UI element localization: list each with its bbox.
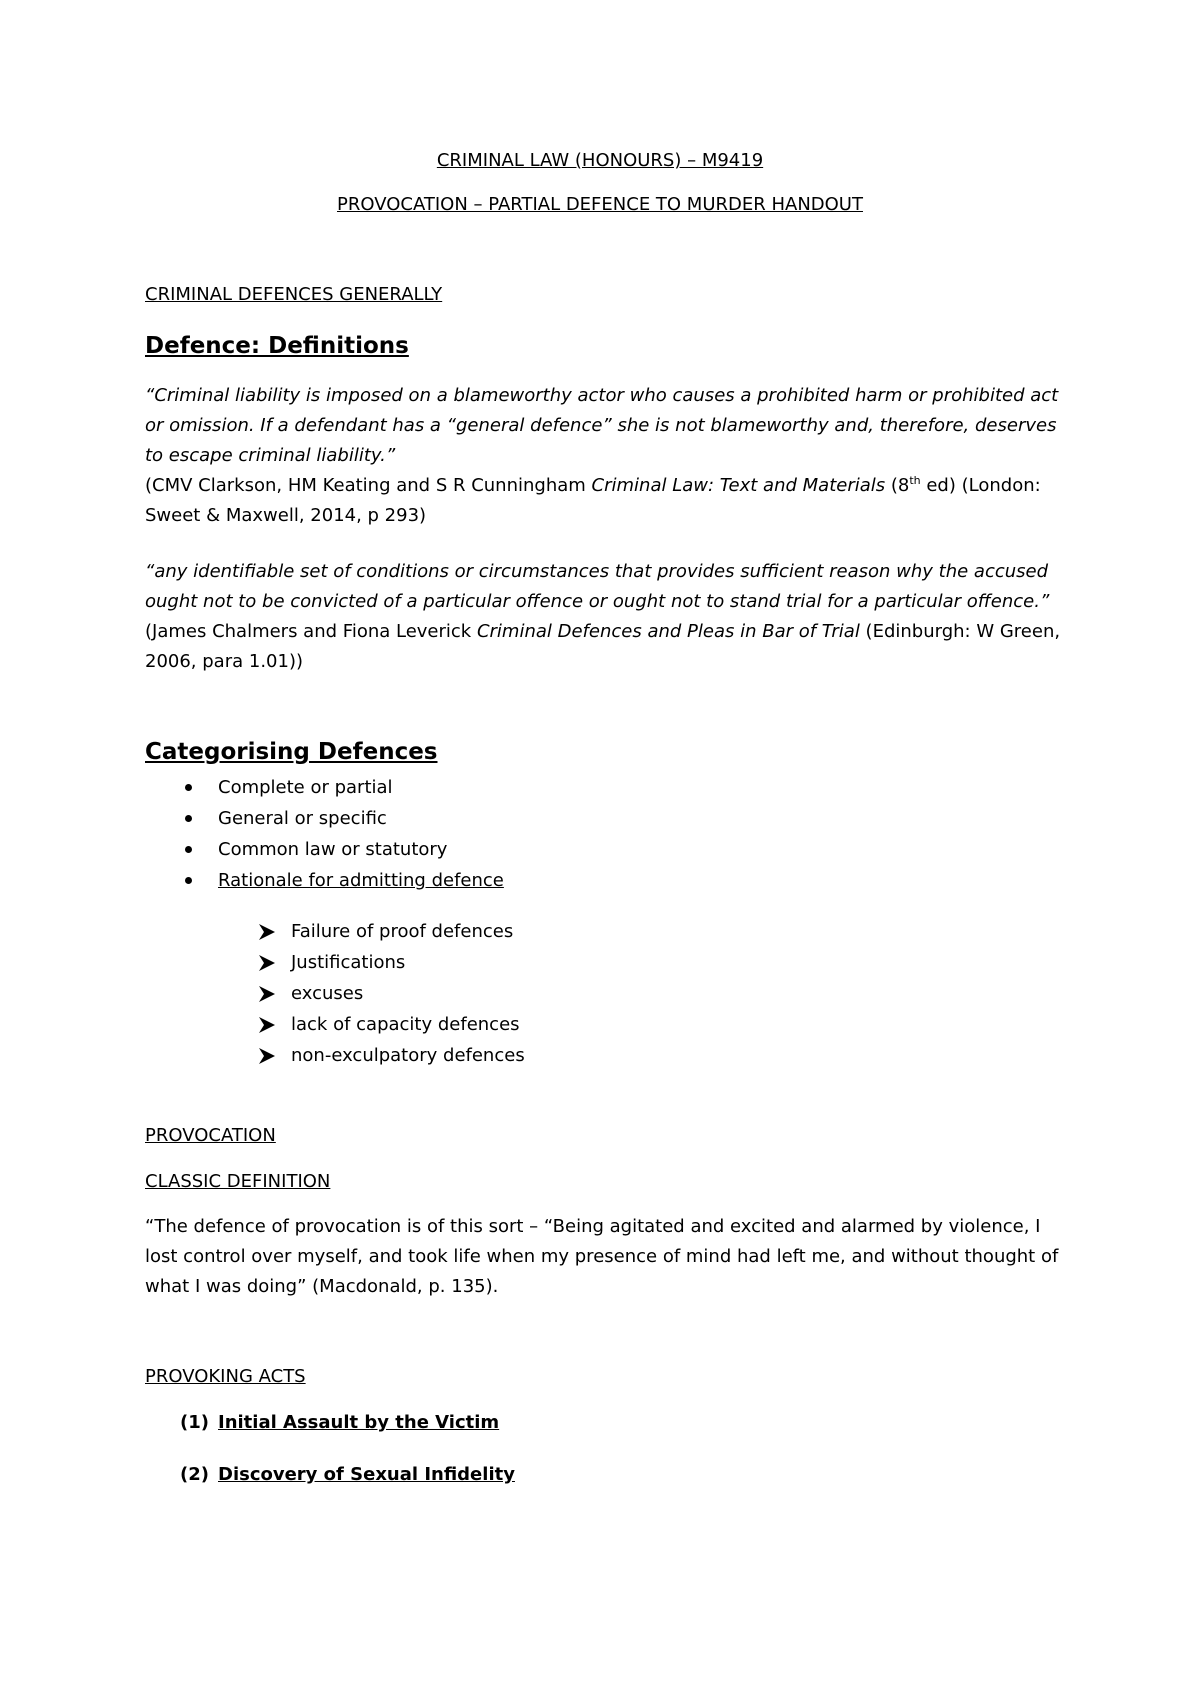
arrowhead-bullet-icon xyxy=(257,953,277,973)
list-item xyxy=(145,772,504,803)
citation-2-book-title: Criminal Defences and Pleas in Bar of Trial xyxy=(476,621,860,642)
item-number: (2) xyxy=(180,1464,209,1485)
arrowhead-bullet-icon xyxy=(257,1046,277,1066)
bullet-label: Rationale for admitting defence xyxy=(218,870,504,891)
arrowhead-bullet-icon xyxy=(257,984,277,1004)
sub-item-label: Justifications xyxy=(291,952,406,973)
sub-item-label: non-exculpatory defences xyxy=(291,1045,525,1066)
rationale-sub-list xyxy=(145,916,525,1071)
citation-2-authors: (James Chalmers and Fiona Leverick xyxy=(145,621,477,642)
provoking-acts-heading: PROVOKING ACTS xyxy=(145,1366,306,1387)
bullet-icon xyxy=(185,846,192,853)
definitions-heading: Defence: Definitions xyxy=(145,333,409,359)
provocation-heading: PROVOCATION xyxy=(145,1125,276,1146)
list-item xyxy=(145,1040,525,1071)
bullet-label: General or specific xyxy=(218,808,387,829)
citation-1-authors: (CMV Clarkson, HM Keating and S R Cunningham xyxy=(145,475,592,496)
sub-item-label: Failure of proof defences xyxy=(291,921,514,942)
list-item xyxy=(145,865,504,896)
item-label: Initial Assault by the Victim xyxy=(218,1412,500,1433)
bullet-icon xyxy=(185,784,192,791)
item-number: (1) xyxy=(180,1412,209,1433)
definition-quote-1: “Criminal liability is imposed on a blameworthy actor who causes a prohibited harm or prohibited act or omission. If a defendant has a “general defence” she is not blameworthy and, therefore, deserves to escape criminal liability.” xyxy=(145,385,1059,466)
definition-citation-1 xyxy=(145,471,1075,531)
citation-2-publisher: (Edinburgh: W Green, 2006, para 1.01)) xyxy=(145,621,1061,672)
course-title: CRIMINAL LAW (HONOURS) – M9419 xyxy=(436,150,764,171)
bullet-icon xyxy=(185,815,192,822)
handout-title: PROVOCATION – PARTIAL DEFENCE TO MURDER HANDOUT xyxy=(337,194,863,215)
citation-1-book-title: Criminal Law: Text and Materials xyxy=(591,475,886,496)
classic-definition-heading: CLASSIC DEFINITION xyxy=(145,1171,331,1192)
citation-1-edition-suffix: th xyxy=(909,474,921,487)
provoking-act-item-1 xyxy=(180,1412,499,1433)
item-label: Discovery of Sexual Infidelity xyxy=(218,1464,515,1485)
provoking-act-item-2 xyxy=(180,1464,515,1485)
definition-quote-2: “any identifiable set of conditions or circumstances that provides sufficient reason why the accused ought not to be convicted of a particular offence or ought not to stand trial for a particular offence.” xyxy=(145,561,1050,612)
list-item xyxy=(145,1009,525,1040)
categorising-bullet-list xyxy=(145,772,504,896)
sub-item-label: excuses xyxy=(291,983,364,1004)
section-heading-criminal-defences: CRIMINAL DEFENCES GENERALLY xyxy=(145,284,443,305)
bullet-label: Complete or partial xyxy=(218,777,393,798)
classic-definition-text: “The defence of provocation is of this sort – “Being agitated and excited and alarmed by violence, I lost control over myself, and took life when my presence of mind had left me, and without thought of what I was doing” (Macdonald, p. 135). xyxy=(145,1216,1059,1297)
list-item xyxy=(145,947,525,978)
definition-citation-2 xyxy=(145,617,1075,677)
sub-item-label: lack of capacity defences xyxy=(291,1014,520,1035)
arrowhead-bullet-icon xyxy=(257,922,277,942)
citation-1-edition: (8 xyxy=(885,475,910,496)
bullet-label: Common law or statutory xyxy=(218,839,448,860)
list-item xyxy=(145,916,525,947)
list-item xyxy=(145,834,504,865)
citation-1-publisher: ed) (London: Sweet & Maxwell, 2014, p 293) xyxy=(145,475,1041,526)
categorising-heading: Categorising Defences xyxy=(145,739,438,765)
list-item xyxy=(145,978,525,1009)
arrowhead-bullet-icon xyxy=(257,1015,277,1035)
list-item xyxy=(145,803,504,834)
bullet-icon xyxy=(185,877,192,884)
